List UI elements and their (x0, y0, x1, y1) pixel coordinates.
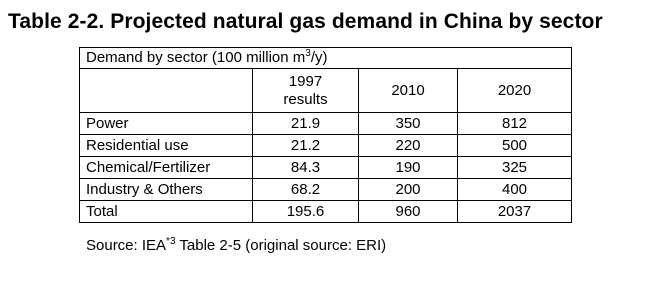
table-caption-prefix: Demand by sector (100 million m (86, 49, 306, 66)
table-caption-superscript: 3 (305, 48, 311, 59)
value-2020: 325 (458, 157, 572, 179)
table-caption-cell (80, 48, 572, 69)
value-1997: 21.9 (253, 113, 359, 135)
header-1997-line1: 1997 (288, 72, 323, 90)
table-row-residential (80, 135, 572, 157)
value-2010: 200 (359, 179, 458, 201)
value-2020: 2037 (458, 201, 572, 223)
value-1997: 84.3 (253, 157, 359, 179)
gas-demand-table (79, 47, 572, 223)
value-2010: 960 (359, 201, 458, 223)
source-superscript: *3 (166, 236, 176, 247)
source-prefix: Source: IEA (86, 237, 167, 254)
sector-label: Chemical/Fertilizer (80, 157, 253, 179)
value-2020: 500 (458, 135, 572, 157)
header-2010: 2010 (359, 69, 458, 113)
value-1997: 21.2 (253, 135, 359, 157)
value-2010: 220 (359, 135, 458, 157)
source-note (86, 237, 386, 254)
table-caption-row (80, 48, 572, 69)
header-2020: 2020 (458, 69, 572, 113)
value-2020: 400 (458, 179, 572, 201)
table-row-chemical (80, 157, 572, 179)
sector-label: Industry & Others (80, 179, 253, 201)
table-caption-suffix: /y) (310, 49, 328, 66)
value-1997: 195.6 (253, 201, 359, 223)
header-1997-line2: results (283, 90, 328, 108)
table-row-industry (80, 179, 572, 201)
source-suffix: Table 2-5 (original source: ERI) (175, 237, 387, 254)
header-blank-cell (80, 69, 253, 113)
header-1997 (253, 69, 359, 113)
value-2010: 350 (359, 113, 458, 135)
sector-label: Total (80, 201, 253, 223)
table-header-row (80, 69, 572, 113)
value-2010: 190 (359, 157, 458, 179)
table-row-total (80, 201, 572, 223)
table-title: Table 2-2. Projected natural gas demand in China by sector (8, 10, 603, 33)
value-1997: 68.2 (253, 179, 359, 201)
sector-label: Residential use (80, 135, 253, 157)
value-2020: 812 (458, 113, 572, 135)
table-row-power (80, 113, 572, 135)
sector-label: Power (80, 113, 253, 135)
